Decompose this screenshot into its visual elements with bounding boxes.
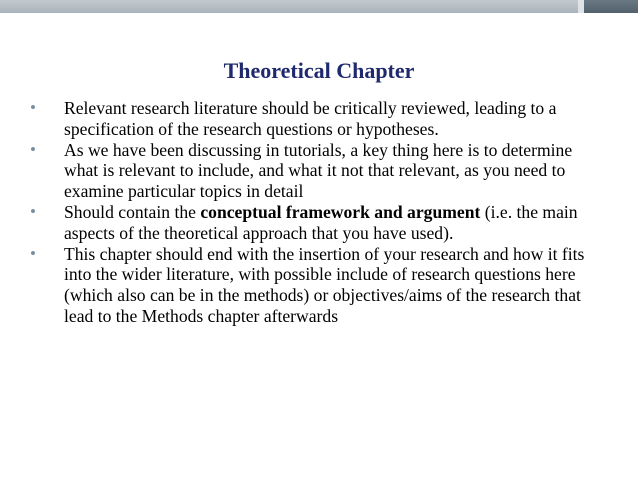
bullet-text: As we have been discussing in tutorials, a key thing here is to determine what is relevant to include, and what it not that relevant, as you need to examine particular topics in detail [64,139,573,202]
bullet-item [30,140,590,202]
bullet-text-prefix: Should contain the [64,201,201,222]
bullet-dot-icon: • [30,243,36,263]
bullet-text: Relevant research literature should be critically reviewed, leading to a specification of the research questions or hypotheses. [64,98,557,139]
slide-top-bar [0,0,638,13]
bullet-item [30,202,590,244]
bullet-text-emphasis: conceptual framework and argument [200,201,481,222]
top-bar-strip [0,0,578,13]
bullet-list [30,98,590,327]
bullet-dot-icon: • [30,139,36,159]
bullet-dot-icon: • [30,201,36,221]
bullet-dot-icon: • [30,98,36,117]
slide-title: Theoretical Chapter [223,58,415,83]
bullet-text: This chapter should end with the insertion of your research and how it fits into the wider literature, with possible include of research questions here (which also can be in the methods) or objectives/aims of the research that lead to the Methods chapter afterwards [64,243,585,326]
bullet-item [30,244,590,327]
bullet-item [30,98,590,140]
top-bar-accent-tab [584,0,638,13]
bullet-text-suffix: (i.e. the main aspects of the theoretical approach that you have used). [64,201,578,243]
